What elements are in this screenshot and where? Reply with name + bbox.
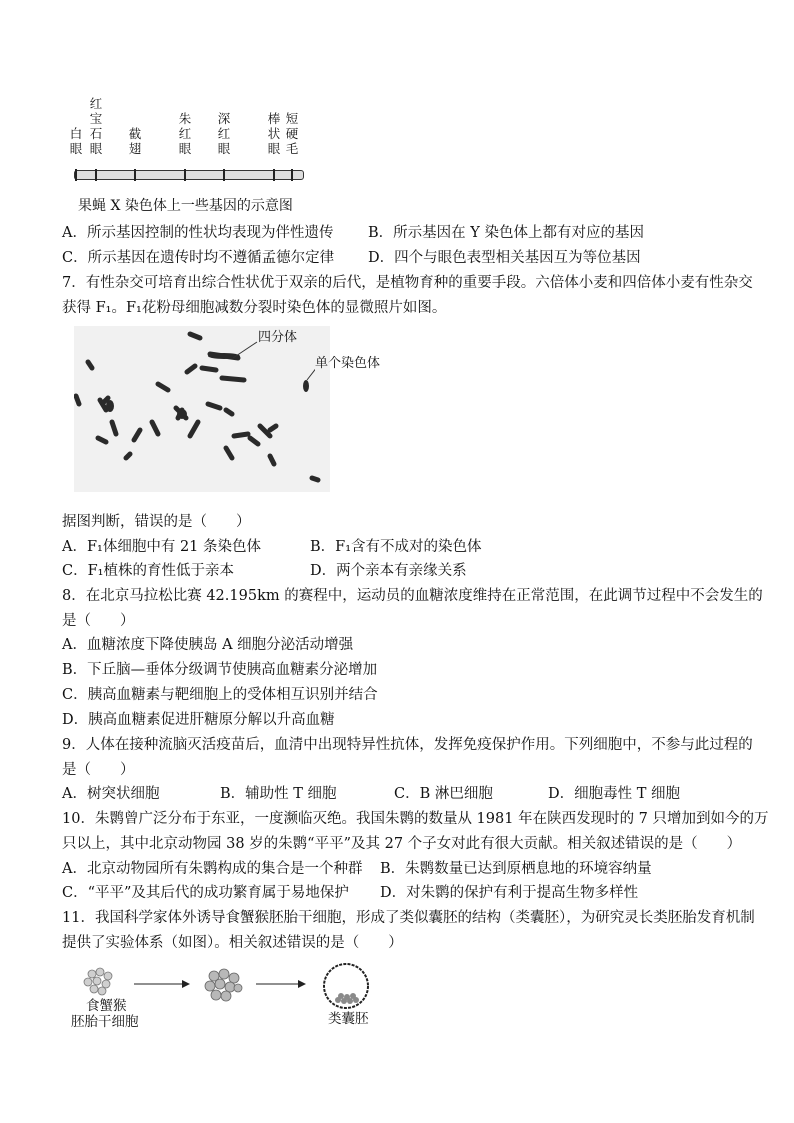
label-single-chromosome: 单个染色体	[315, 356, 381, 371]
q6-option-d: D．四个与眼色表型相关基因互为等位基因	[368, 250, 641, 266]
gene-locus-tick	[134, 169, 136, 181]
gene-label-carnation-eye: 深红眼	[217, 111, 231, 156]
q7-option-b: B．F₁含有不成对的染色体	[310, 539, 482, 555]
cell-aggregate	[205, 969, 242, 1001]
q7-stem-line2: 获得 F₁。F₁花粉母细胞减数分裂时染色体的显微照片如图。	[62, 300, 447, 316]
q8-stem-line2: 是（ ）	[62, 613, 135, 629]
gene-label-cut-wing: 截翅	[128, 126, 142, 156]
label-crab-eating-macaque: 食蟹猴	[86, 998, 127, 1014]
q11-stem-line1: 11．我国科学家体外诱导食蟹猴胚胎干细胞，形成了类似囊胚的结构（类囊胚），为研究灵长类胚胎发育机制	[62, 910, 755, 926]
gene-locus-tick	[184, 169, 186, 181]
gene-locus-tick	[291, 169, 293, 181]
q7-option-c: C．F₁植株的育性低于亲本	[62, 563, 234, 579]
q8-option-d: D．胰高血糖素促进肝糖原分解以升高血糖	[62, 712, 335, 728]
gene-locus-tick	[273, 169, 275, 181]
q9-option-d: D．细胞毒性 T 细胞	[548, 786, 681, 802]
q8-option-a: A．血糖浓度下降使胰岛 A 细胞分泌活动增强	[62, 637, 354, 653]
gene-locus-tick	[95, 169, 97, 181]
q10-option-b: B．朱鹮数量已达到原栖息地的环境容纳量	[380, 861, 652, 877]
q7-option-d: D．两个亲本有亲缘关系	[310, 563, 467, 579]
gene-label-vermilion-eye: 朱红眼	[178, 111, 192, 156]
q6-option-c: C．所示基因在遗传时均不遵循孟德尔定律	[62, 250, 335, 266]
q9-stem-line2: 是（ ）	[62, 762, 135, 778]
q10-stem-line2: 只以上，其中北京动物园 38 岁的朱鹮“平平”及其 27 个子女对此有很大贡献。相关叙述错误的是（ ）	[62, 836, 742, 852]
gene-label-white-eye: 白眼	[69, 126, 83, 156]
q9-stem-line1: 9．人体在接种流脑灭活疫苗后，血清中出现特异性抗体，发挥免疫保护作用。下列细胞中，不参与此过程的	[62, 737, 753, 753]
q6-option-a: A．所示基因控制的性状均表现为伴性遗传	[62, 225, 334, 241]
q7-option-a: A．F₁体细胞中有 21 条染色体	[62, 539, 262, 555]
q7-question: 据图判断，错误的是（ ）	[62, 514, 251, 530]
x-chromosome-bar	[74, 170, 304, 180]
gene-locus-tick	[75, 169, 77, 181]
gene-label-bristle: 短硬毛	[285, 111, 299, 156]
gene-label-bar-eye: 棒状眼	[267, 111, 281, 156]
q7-stem-line1: 7．有性杂交可培育出综合性状优于双亲的后代，是植物育种的重要手段。六倍体小麦和四倍体小麦有性杂交	[62, 275, 753, 291]
label-embryonic-stem-cell: 胚胎干细胞	[71, 1014, 139, 1030]
q9-option-c: C．B 淋巴细胞	[394, 786, 493, 802]
q9-option-b: B．辅助性 T 细胞	[220, 786, 337, 802]
q10-option-a: A．北京动物园所有朱鹮构成的集合是一个种群	[62, 861, 363, 877]
q10-option-c: C．“平平”及其后代的成功繁育属于易地保护	[62, 885, 349, 901]
q8-option-b: B．下丘脑—垂体分级调节使胰高血糖素分泌增加	[62, 662, 378, 678]
q10-stem-line1: 10．朱鹮曾广泛分布于东亚，一度濒临灭绝。我国朱鹮的数量从 1981 年在陕西发现时的 7 只增加到如今的万	[62, 811, 769, 827]
callout-lines	[225, 340, 315, 400]
gene-locus-tick	[223, 169, 225, 181]
q6-option-b: B．所示基因在 Y 染色体上都有对应的基因	[368, 225, 644, 241]
gene-label-ruby-eye: 红宝石眼	[89, 96, 103, 156]
figure-caption: 果蝇 X 染色体上一些基因的示意图	[78, 198, 293, 214]
label-blastoid: 类囊胚	[328, 1011, 369, 1027]
q8-option-c: C．胰高血糖素与靶细胞上的受体相互识别并结合	[62, 687, 378, 703]
q9-option-a: A．树突状细胞	[62, 786, 160, 802]
q10-option-d: D．对朱鹮的保护有利于提高生物多样性	[380, 885, 639, 901]
label-tetrad: 四分体	[258, 330, 298, 345]
stem-cell-cluster	[84, 968, 112, 995]
q11-stem-line2: 提供了实验体系（如图）。相关叙述错误的是（ ）	[62, 935, 403, 951]
q8-stem-line1: 8．在北京马拉松比赛 42.195km 的赛程中，运动员的血糖浓度维持在正常范围，在此调节过程中不会发生的	[62, 588, 763, 604]
